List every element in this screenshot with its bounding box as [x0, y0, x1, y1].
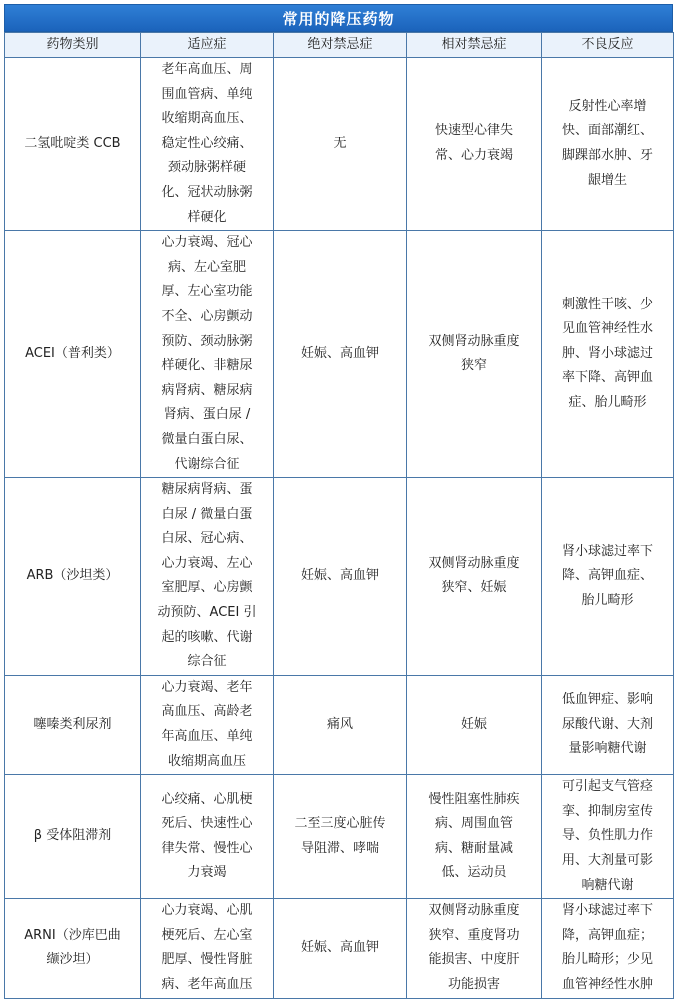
table-title: 常用的降压药物: [4, 4, 673, 32]
drug-table-container: [4, 4, 673, 999]
cell-relative-contraindications: [407, 675, 542, 774]
table-header-row: [5, 33, 674, 58]
cell-line: 双侧肾动脉重度: [428, 903, 520, 919]
cell-line: 颈动脉粥样硬: [167, 160, 246, 176]
cell-line: 力衰竭: [187, 865, 227, 881]
header-relative-contraindications: 相对禁忌症: [407, 33, 542, 58]
cell-line: 病、老年高血压: [161, 977, 253, 992]
cell-line: 心力衰竭、心肌: [161, 903, 253, 919]
cell-category: [5, 58, 141, 231]
cell-line: 年高血压、单纯: [161, 729, 253, 745]
cell-line: 能损害、中度肝: [428, 952, 520, 968]
cell-adverse-reactions: [542, 231, 674, 478]
cell-relative-contraindications: [407, 775, 542, 899]
cell-relative-contraindications: [407, 478, 542, 676]
cell-line: 妊娠、高血钾: [300, 345, 379, 361]
cell-line: 常、心力衰竭: [434, 148, 513, 164]
cell-relative-contraindications: [407, 899, 542, 998]
cell-line: 妊娠、高血钾: [300, 568, 379, 584]
cell-indications: [141, 58, 274, 231]
cell-line: 狭窄、重度肾功: [428, 927, 520, 943]
cell-line: 低血钾症、影响: [561, 692, 653, 708]
cell-line: 刺激性干咳、少: [561, 296, 653, 312]
cell-line: 功能损害: [447, 977, 500, 992]
cell-line: 无: [333, 135, 347, 151]
cell-line: 收缩期高血压、: [161, 111, 253, 127]
cell-line: 导阻滞、哮喘: [300, 840, 379, 856]
cell-absolute-contraindications: [274, 478, 407, 676]
cell-line: 病肾病、糖尿病: [161, 382, 253, 398]
cell-absolute-contraindications: [274, 775, 407, 899]
cell-adverse-reactions: [542, 775, 674, 899]
cell-line: 样硬化、非糖尿: [161, 358, 253, 374]
cell-line: 响糖代谢: [581, 877, 634, 893]
cell-line: 胎儿畸形: [581, 592, 634, 608]
cell-indications: [141, 899, 274, 998]
cell-text: β 受体阻滞剂: [33, 828, 112, 844]
cell-text: 噻嗪类利尿剂: [33, 716, 112, 732]
table-row: [5, 478, 674, 676]
cell-line: 双侧肾动脉重度: [428, 333, 520, 349]
cell-line: 胎儿畸形；少见: [561, 952, 653, 968]
cell-line: 收缩期高血压: [167, 753, 246, 769]
cell-text: 二氢吡啶类 CCB: [24, 135, 121, 151]
cell-line: 老年高血压、周: [161, 62, 253, 77]
cell-line: 死后、快速性心: [161, 816, 253, 832]
cell-absolute-contraindications: [274, 231, 407, 478]
cell-line: 白尿 / 微量白蛋: [161, 506, 253, 522]
cell-line: 狭窄、妊娠: [441, 580, 507, 596]
cell-adverse-reactions: [542, 899, 674, 998]
cell-line: 快速型心律失: [434, 123, 513, 139]
cell-line: 尿酸代谢、大剂: [561, 716, 653, 732]
cell-absolute-contraindications: [274, 675, 407, 774]
cell-line: 脚踝部水肿、牙: [561, 148, 653, 164]
cell-line: 肿、肾小球滤过: [561, 345, 653, 361]
cell-line: 心力衰竭、冠心: [161, 235, 253, 251]
cell-category: [5, 478, 141, 676]
cell-line: 代谢综合征: [174, 456, 240, 472]
cell-line: 化、冠状动脉粥: [161, 184, 253, 200]
cell-absolute-contraindications: [274, 899, 407, 998]
cell-line: 肾病、蛋白尿 /: [163, 407, 251, 423]
cell-line: 缬沙坦）: [46, 952, 99, 968]
cell-indications: [141, 231, 274, 478]
cell-line: 量影响糖代谢: [568, 741, 647, 757]
cell-category: [5, 899, 141, 998]
cell-line: 肾小球滤过率下: [561, 543, 653, 559]
header-absolute-contraindications: 绝对禁忌症: [274, 33, 407, 58]
cell-line: 肾小球滤过率下: [561, 903, 653, 919]
cell-absolute-contraindications: [274, 58, 407, 231]
cell-line: 病、糖耐量减: [434, 840, 513, 856]
cell-line: 综合征: [187, 654, 227, 670]
header-indications: 适应症: [141, 33, 274, 58]
cell-line: ARNI（沙库巴曲: [24, 927, 121, 943]
table-row: [5, 899, 674, 998]
cell-line: 白尿、冠心病、: [161, 531, 253, 547]
cell-line: 心绞痛、心肌梗: [161, 791, 253, 807]
cell-adverse-reactions: [542, 478, 674, 676]
cell-line: 可引起支气管痉: [561, 779, 653, 795]
cell-line: 痛风: [326, 716, 353, 732]
cell-indications: [141, 775, 274, 899]
cell-text: ARB（沙坦类）: [26, 568, 119, 584]
table-row: [5, 231, 674, 478]
cell-line: 快、面部潮红、: [561, 123, 653, 139]
cell-line: 狭窄: [460, 358, 487, 374]
cell-line: 二至三度心脏传: [294, 816, 386, 832]
cell-line: 导、负性肌力作: [561, 828, 653, 844]
cell-line: 不全、心房颤动: [161, 308, 253, 324]
cell-category: [5, 231, 141, 478]
table-row: [5, 58, 674, 231]
cell-line: 症、胎儿畸形: [568, 395, 647, 411]
cell-line: 妊娠: [460, 716, 487, 732]
cell-indications: [141, 675, 274, 774]
cell-line: 慢性阻塞性肺疾: [428, 791, 520, 807]
cell-line: 高血压、高龄老: [161, 704, 253, 720]
header-adverse-reactions: 不良反应: [542, 33, 674, 58]
cell-line: 病、左心室肥: [167, 259, 246, 275]
cell-line: 挛、抑制房室传: [561, 803, 653, 819]
cell-line: 围血管病、单纯: [161, 86, 253, 102]
cell-line: 血管神经性水肿: [561, 977, 653, 992]
table-body: [5, 58, 674, 999]
cell-line: 样硬化: [187, 209, 227, 225]
cell-line: 心力衰竭、左心: [161, 555, 253, 571]
cell-line: 心力衰竭、老年: [161, 679, 253, 695]
cell-line: 降、高钾血症、: [561, 568, 653, 584]
cell-line: 见血管神经性水: [561, 321, 653, 337]
cell-line: 率下降、高钾血: [561, 370, 653, 386]
cell-category: [5, 675, 141, 774]
cell-line: 律失常、慢性心: [161, 840, 253, 856]
cell-relative-contraindications: [407, 231, 542, 478]
table-row: [5, 775, 674, 899]
cell-line: 降，高钾血症；: [561, 927, 653, 943]
antihypertensive-drug-table: [4, 32, 674, 999]
table-row: [5, 675, 674, 774]
cell-line: 室肥厚、心房颤: [161, 580, 253, 596]
cell-relative-contraindications: [407, 58, 542, 231]
cell-line: 微量白蛋白尿、: [161, 431, 253, 447]
cell-line: 预防、颈动脉粥: [161, 333, 253, 349]
cell-line: 用、大剂量可影: [561, 853, 653, 869]
cell-text: ACEI（普利类）: [25, 345, 120, 361]
cell-adverse-reactions: [542, 675, 674, 774]
cell-line: 龈增生: [587, 172, 627, 188]
cell-line: 低、运动员: [441, 865, 507, 881]
cell-adverse-reactions: [542, 58, 674, 231]
cell-line: 厚、左心室功能: [161, 284, 253, 300]
cell-line: 反射性心率增: [568, 98, 647, 114]
cell-line: 肥厚、慢性肾脏: [161, 952, 253, 968]
cell-line: 稳定性心绞痛、: [161, 135, 253, 151]
header-category: 药物类别: [5, 33, 141, 58]
cell-line: 起的咳嗽、代谢: [161, 629, 253, 645]
cell-line: 糖尿病肾病、蛋: [161, 482, 253, 498]
cell-line: 病、周围血管: [434, 816, 513, 832]
cell-line: 梗死后、左心室: [161, 927, 253, 943]
cell-line: 双侧肾动脉重度: [428, 555, 520, 571]
cell-category: [5, 775, 141, 899]
cell-line: 动预防、ACEI 引: [157, 605, 257, 621]
cell-indications: [141, 478, 274, 676]
cell-line: 妊娠、高血钾: [300, 940, 379, 956]
